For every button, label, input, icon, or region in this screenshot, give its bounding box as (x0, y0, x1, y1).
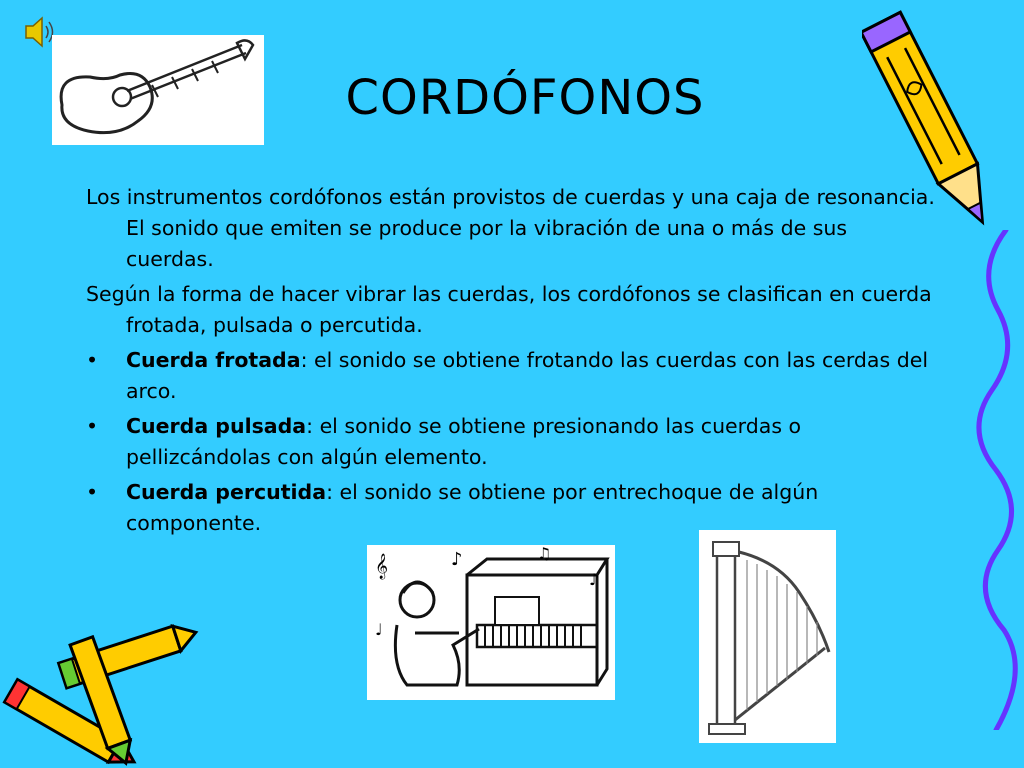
svg-text:♫: ♫ (537, 545, 552, 563)
classification-paragraph: Según la forma de hacer vibrar las cuerdas, los cordófonos se clasifican en cuerda frotada, pulsada o percutida. (86, 282, 932, 337)
intro-paragraph: Los instrumentos cordófonos están provistos de cuerdas y una caja de resonancia. El sonido que emiten se produce por la vibración de una o más de sus cuerdas. (86, 185, 935, 271)
svg-text:♪: ♪ (451, 549, 463, 570)
slide-body (86, 182, 936, 543)
piano-player-picture (367, 545, 615, 700)
svg-text:♩: ♩ (375, 620, 383, 639)
bullet-text: : el sonido se obtiene por entrechoque de algún componente. (126, 480, 819, 535)
bullet-term: Cuerda percutida (126, 480, 327, 504)
bullet-item (86, 411, 936, 473)
bullet-text: : el sonido se obtiene frotando las cuerdas con las cerdas del arco. (126, 348, 929, 403)
bullet-term: Cuerda frotada (126, 348, 301, 372)
slide-title: CORDÓFONOS (345, 70, 705, 126)
bullet-term: Cuerda pulsada (126, 414, 307, 438)
crayons-picture (0, 618, 204, 768)
bullet-dot: • (86, 348, 99, 372)
svg-text:𝄞: 𝄞 (375, 554, 389, 579)
bullet-dot: • (86, 480, 99, 504)
harp-picture (699, 530, 836, 743)
speaker-icon[interactable] (22, 14, 56, 50)
pencil-picture (862, 4, 1002, 242)
bullet-text: : el sonido se obtiene presionando las cuerdas o pellizcándolas con algún elemento. (126, 414, 802, 469)
squiggle-decoration (970, 230, 1024, 730)
bullet-item (86, 345, 936, 407)
bullet-dot: • (86, 414, 99, 438)
svg-text:♪: ♪ (589, 570, 600, 589)
